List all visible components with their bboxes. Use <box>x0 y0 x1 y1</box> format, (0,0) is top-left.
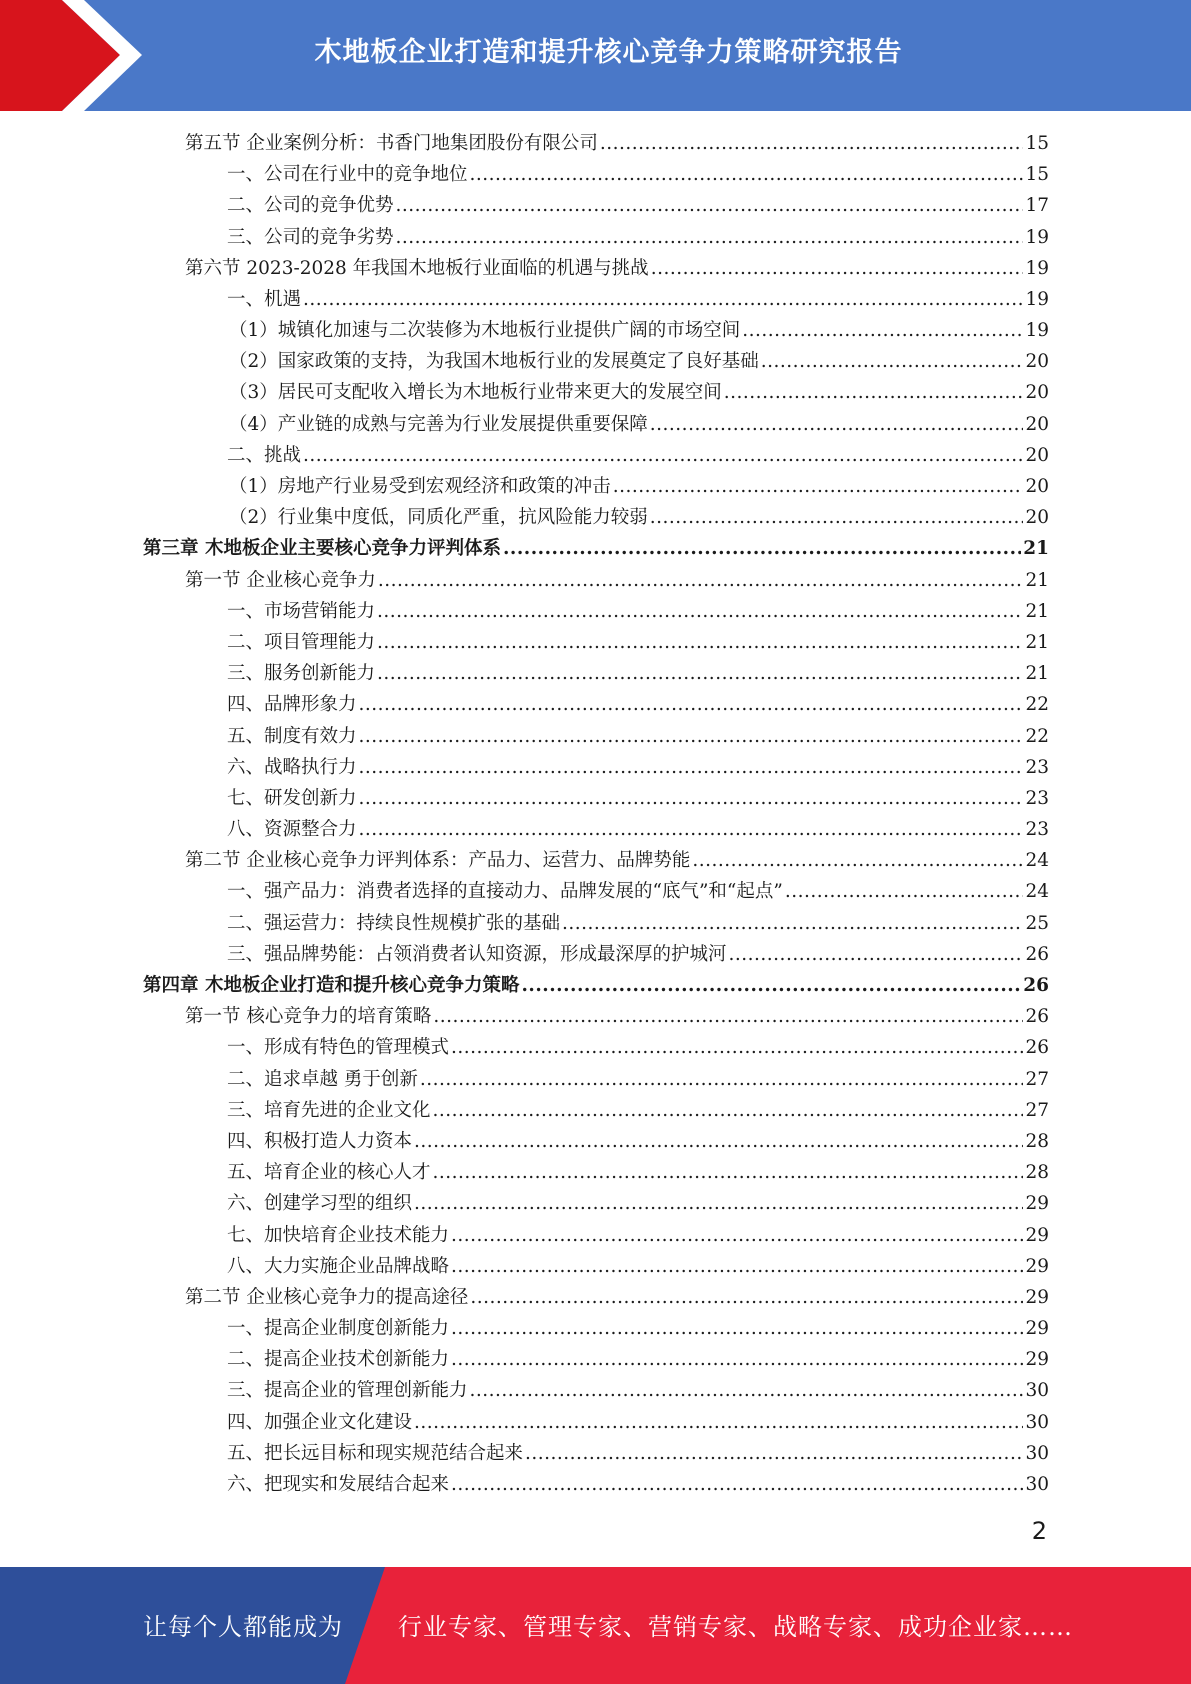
toc-entry[interactable] <box>143 1407 1049 1438</box>
dot-leader <box>303 440 1023 471</box>
dot-leader <box>451 1032 1023 1063</box>
dot-leader <box>359 752 1024 783</box>
dot-leader <box>359 721 1024 752</box>
toc-entry-title: 二、项目管理能力 <box>227 631 376 653</box>
toc-entry-page: 15 <box>1025 164 1049 186</box>
toc-entry-title: 三、提高企业的管理创新能力 <box>227 1380 468 1402</box>
toc-entry-page: 19 <box>1025 257 1049 279</box>
toc-entry-page: 27 <box>1025 1099 1049 1121</box>
toc-entry[interactable] <box>143 1157 1049 1188</box>
toc-entry[interactable] <box>143 128 1049 159</box>
toc-entry-title: （2）行业集中度低，同质化严重，抗风险能力较弱 <box>229 507 648 529</box>
toc-entry[interactable] <box>143 877 1049 908</box>
toc-entry-title: 六、把现实和发展结合起来 <box>227 1474 450 1496</box>
toc-entry[interactable] <box>143 284 1049 315</box>
toc-entry[interactable] <box>143 627 1049 658</box>
toc-entry-title: 第六节 2023-2028 年我国木地板行业面临的机遇与挑战 <box>185 257 649 279</box>
toc-entry-title: 一、强产品力：消费者选择的直接动力、品牌发展的“底气”和“起点” <box>227 881 783 903</box>
footer-banner <box>0 1567 1191 1684</box>
toc-entry-page: 28 <box>1025 1162 1049 1184</box>
toc-entry-title: 六、创建学习型的组织 <box>227 1193 413 1215</box>
toc-entry-title: 五、培育企业的核心人才 <box>227 1162 431 1184</box>
toc-entry[interactable] <box>143 502 1049 533</box>
toc-entry-page: 20 <box>1025 476 1049 498</box>
toc-entry[interactable] <box>143 1376 1049 1407</box>
toc-entry-title: 六、战略执行力 <box>227 756 357 778</box>
dot-leader <box>420 1064 1024 1095</box>
dot-leader <box>785 876 1024 907</box>
toc-entry-title: 一、形成有特色的管理模式 <box>227 1037 450 1059</box>
toc-entry-title: 第五节 企业案例分析：书香门地集团股份有限公司 <box>185 132 598 154</box>
toc-entry-title: 二、提高企业技术创新能力 <box>227 1349 450 1371</box>
dot-leader <box>613 471 1024 502</box>
toc-entry-title: 四、积极打造人力资本 <box>227 1130 413 1152</box>
toc-entry-page: 30 <box>1025 1474 1049 1496</box>
toc-entry[interactable] <box>143 222 1049 253</box>
dot-leader <box>503 533 1021 564</box>
dot-leader <box>729 939 1024 970</box>
toc-entry-page: 29 <box>1025 1349 1049 1371</box>
toc-entry-page: 23 <box>1025 756 1049 778</box>
toc-entry[interactable] <box>143 689 1049 720</box>
toc-entry-page: 19 <box>1025 288 1049 310</box>
toc-entry-title: 第二节 企业核心竞争力的提高途径 <box>185 1286 469 1308</box>
toc-entry[interactable] <box>143 752 1049 783</box>
toc-entry-title: 第一节 企业核心竞争力 <box>185 569 376 591</box>
toc-entry[interactable] <box>143 1126 1049 1157</box>
toc-entry[interactable] <box>143 409 1049 440</box>
toc-entry-page: 24 <box>1025 881 1049 903</box>
footer-slogan-right: 行业专家、管理专家、营销专家、战略专家、成功企业家…… <box>398 1613 1073 1641</box>
toc-entry-page: 22 <box>1025 694 1049 716</box>
toc-entry-title: 五、把长远目标和现实规范结合起来 <box>227 1442 524 1464</box>
toc-entry[interactable] <box>143 1032 1049 1063</box>
toc-entry-page: 26 <box>1023 975 1049 997</box>
toc-entry-page: 19 <box>1025 226 1049 248</box>
toc-entry[interactable] <box>143 596 1049 627</box>
toc-entry-page: 21 <box>1025 663 1049 685</box>
toc-entry-page: 26 <box>1025 1037 1049 1059</box>
dot-leader <box>414 1407 1023 1438</box>
dot-leader <box>359 689 1024 720</box>
toc-entry-page: 15 <box>1025 132 1049 154</box>
toc-entry-page: 26 <box>1025 943 1049 965</box>
dot-leader <box>433 1001 1023 1032</box>
toc-entry-title: 一、提高企业制度创新能力 <box>227 1318 450 1340</box>
dot-leader <box>692 845 1023 876</box>
toc-entry-page: 26 <box>1025 1006 1049 1028</box>
toc-entry-page: 29 <box>1025 1224 1049 1246</box>
dot-leader <box>378 565 1024 596</box>
dot-leader <box>359 783 1024 814</box>
toc-entry[interactable] <box>143 1188 1049 1219</box>
toc-entry-title: 第三章 木地板企业主要核心竞争力评判体系 <box>143 538 501 560</box>
toc-entry-title: 第二节 企业核心竞争力评判体系：产品力、运营力、品牌势能 <box>185 850 691 872</box>
toc-entry-page: 23 <box>1025 819 1049 841</box>
table-of-contents <box>143 128 1049 1500</box>
toc-entry[interactable] <box>143 315 1049 346</box>
toc-entry[interactable] <box>143 533 1049 564</box>
toc-entry-page: 24 <box>1025 850 1049 872</box>
dot-leader <box>521 970 1021 1001</box>
toc-entry[interactable] <box>143 845 1049 876</box>
toc-entry-title: （1）房地产行业易受到宏观经济和政策的冲击 <box>229 476 611 498</box>
dot-leader <box>377 658 1023 689</box>
toc-entry-page: 23 <box>1025 787 1049 809</box>
toc-entry-page: 21 <box>1025 600 1049 622</box>
toc-entry-title: 三、培育先进的企业文化 <box>227 1099 431 1121</box>
toc-entry-title: （3）居民可支配收入增长为木地板行业带来更大的发展空间 <box>229 382 722 404</box>
toc-entry[interactable] <box>143 658 1049 689</box>
toc-entry-page: 30 <box>1025 1380 1049 1402</box>
dot-leader <box>303 284 1023 315</box>
toc-entry-page: 20 <box>1025 507 1049 529</box>
toc-entry-page: 20 <box>1025 351 1049 373</box>
toc-entry-title: 七、研发创新力 <box>227 787 357 809</box>
dot-leader <box>470 1375 1024 1406</box>
dot-leader <box>451 1469 1023 1500</box>
toc-entry-page: 29 <box>1025 1193 1049 1215</box>
toc-entry-title: （1）城镇化加速与二次装修为木地板行业提供广阔的市场空间 <box>229 320 741 342</box>
dot-leader <box>761 346 1024 377</box>
toc-entry-title: （4）产业链的成熟与完善为行业发展提供重要保障 <box>229 413 648 435</box>
toc-entry[interactable] <box>143 1251 1049 1282</box>
toc-entry[interactable] <box>143 346 1049 377</box>
toc-entry[interactable] <box>143 908 1049 939</box>
toc-entry[interactable] <box>143 783 1049 814</box>
toc-entry[interactable] <box>143 1064 1049 1095</box>
toc-entry[interactable] <box>143 814 1049 845</box>
toc-entry-title: 二、追求卓越 勇于创新 <box>227 1068 418 1090</box>
dot-leader <box>742 315 1023 346</box>
toc-entry-title: 第一节 核心竞争力的培育策略 <box>185 1006 432 1028</box>
dot-leader <box>650 409 1024 440</box>
toc-entry-page: 29 <box>1025 1286 1049 1308</box>
dot-leader <box>414 1126 1023 1157</box>
toc-entry[interactable] <box>143 1313 1049 1344</box>
toc-entry-page: 27 <box>1025 1068 1049 1090</box>
toc-entry[interactable] <box>143 721 1049 752</box>
toc-entry[interactable] <box>143 1469 1049 1500</box>
toc-entry-title: 八、资源整合力 <box>227 819 357 841</box>
toc-entry-title: 三、强品牌势能：占领消费者认知资源，形成最深厚的护城河 <box>227 943 727 965</box>
toc-entry[interactable] <box>143 253 1049 284</box>
dot-leader <box>562 908 1023 939</box>
toc-entry-title: 四、加强企业文化建设 <box>227 1411 413 1433</box>
dot-leader <box>470 159 1024 190</box>
toc-entry[interactable] <box>143 471 1049 502</box>
dot-leader <box>433 1157 1024 1188</box>
toc-entry-page: 29 <box>1025 1255 1049 1277</box>
toc-entry-title: 三、公司的竞争劣势 <box>227 226 394 248</box>
footer-slogan-left: 让每个人都能成为 <box>143 1613 343 1641</box>
toc-entry-title: （2）国家政策的支持，为我国木地板行业的发展奠定了良好基础 <box>229 351 759 373</box>
dot-leader <box>451 1251 1023 1282</box>
toc-entry[interactable] <box>143 1095 1049 1126</box>
dot-leader <box>724 377 1024 408</box>
toc-entry[interactable] <box>143 159 1049 190</box>
dot-leader <box>433 1095 1024 1126</box>
toc-entry-title: 二、挑战 <box>227 444 302 466</box>
dot-leader <box>377 627 1023 658</box>
toc-entry-page: 30 <box>1025 1411 1049 1433</box>
dot-leader <box>525 1438 1023 1469</box>
toc-entry[interactable] <box>143 378 1049 409</box>
dot-leader <box>451 1313 1023 1344</box>
header-banner <box>0 0 1191 111</box>
dot-leader <box>396 222 1024 253</box>
dot-leader <box>396 190 1024 221</box>
toc-entry-page: 20 <box>1025 413 1049 435</box>
dot-leader <box>451 1220 1023 1251</box>
toc-entry-page: 25 <box>1025 912 1049 934</box>
toc-entry-title: 五、制度有效力 <box>227 725 357 747</box>
toc-entry[interactable] <box>143 1282 1049 1313</box>
toc-entry-title: 二、强运营力：持续良性规模扩张的基础 <box>227 912 561 934</box>
toc-entry-title: 八、大力实施企业品牌战略 <box>227 1255 450 1277</box>
toc-entry-page: 19 <box>1025 320 1049 342</box>
toc-entry-title: 二、公司的竞争优势 <box>227 195 394 217</box>
toc-entry[interactable] <box>143 1344 1049 1375</box>
toc-entry[interactable] <box>143 190 1049 221</box>
dot-leader <box>650 502 1024 533</box>
toc-entry-page: 30 <box>1025 1442 1049 1464</box>
toc-entry-page: 21 <box>1023 538 1049 560</box>
toc-entry-title: 三、服务创新能力 <box>227 663 376 685</box>
toc-entry-title: 七、加快培育企业技术能力 <box>227 1224 450 1246</box>
dot-leader <box>600 128 1024 159</box>
toc-entry[interactable] <box>143 939 1049 970</box>
toc-entry-page: 20 <box>1025 444 1049 466</box>
toc-entry-page: 21 <box>1025 569 1049 591</box>
dot-leader <box>414 1188 1023 1219</box>
toc-entry-page: 21 <box>1025 631 1049 653</box>
toc-entry[interactable] <box>143 970 1049 1001</box>
dot-leader <box>377 596 1023 627</box>
toc-entry-page: 17 <box>1025 195 1049 217</box>
toc-entry[interactable] <box>143 1001 1049 1032</box>
toc-entry-title: 四、品牌形象力 <box>227 694 357 716</box>
report-title: 木地板企业打造和提升核心竞争力策略研究报告 <box>314 37 903 68</box>
page-number: 2 <box>1031 1517 1047 1545</box>
toc-entry-title: 一、机遇 <box>227 288 302 310</box>
toc-entry-page: 20 <box>1025 382 1049 404</box>
toc-entry-title: 一、公司在行业中的竞争地位 <box>227 164 468 186</box>
toc-entry[interactable] <box>143 565 1049 596</box>
toc-entry-title: 第四章 木地板企业打造和提升核心竞争力策略 <box>143 975 520 997</box>
toc-entry-title: 一、市场营销能力 <box>227 600 376 622</box>
toc-entry[interactable] <box>143 440 1049 471</box>
dot-leader <box>470 1282 1023 1313</box>
toc-entry-page: 28 <box>1025 1130 1049 1152</box>
dot-leader <box>451 1344 1023 1375</box>
toc-entry[interactable] <box>143 1438 1049 1469</box>
dot-leader <box>359 814 1024 845</box>
dot-leader <box>651 253 1024 284</box>
toc-entry-page: 29 <box>1025 1318 1049 1340</box>
toc-entry-page: 22 <box>1025 725 1049 747</box>
toc-entry[interactable] <box>143 1220 1049 1251</box>
